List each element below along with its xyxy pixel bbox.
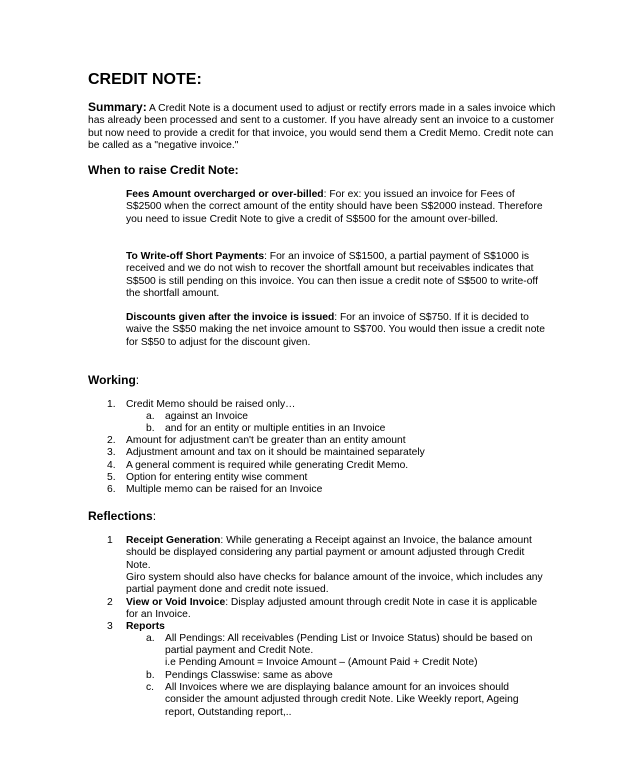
- sub-item-extra: i.e Pending Amount = Invoice Amount – (Amount Paid + Credit Note): [165, 657, 478, 668]
- list-number: 2.: [107, 435, 116, 446]
- reflection-item-1: [126, 535, 551, 572]
- reflections-heading: [88, 509, 156, 523]
- when-item-text: : For an invoice of S$750. If it is decided to waive the S$50 making the net invoice amount to S$700. You would then issue a credit note for S$50 to adjust for the discount given.: [126, 312, 546, 348]
- sub-item: against an Invoice: [165, 411, 249, 422]
- when-item-2: [126, 251, 551, 301]
- reflection-label: Reports: [126, 621, 165, 632]
- sub-item: Pendings Classwise: same as above: [165, 670, 333, 681]
- reflections-heading-colon: :: [152, 509, 157, 523]
- when-item-text: : For an invoice of S$1500, a partial payment of S$1000 is received and we do not wish to recover the shortfall amount but receivables indicates that S$500 is still pending on this invoice. You can then issue a credit note of S$500 to write-off the shortfall amount.: [126, 251, 538, 300]
- list-number: 1.: [107, 399, 116, 410]
- reflection-item-2: [126, 597, 551, 622]
- reflections-heading-text: Reflections: [88, 509, 153, 523]
- reflection-text: : While generating a Receipt against an Invoice, the balance amount should be displayed considering any partial payment or amount adjusted through Credit Note.: [126, 535, 532, 571]
- reflection-text: : Display adjusted amount through credit Note in case it is applicable for an Invoice.: [126, 597, 538, 621]
- reflection-label: View or Void Invoice: [126, 597, 226, 608]
- sub-number: a.: [146, 633, 155, 644]
- list-item: Option for entering entity wise comment: [126, 472, 308, 483]
- list-number: 3: [107, 621, 113, 632]
- list-item: Amount for adjustment can't be greater than an entity amount: [126, 435, 406, 446]
- when-item-label: Discounts given after the invoice is issued: [126, 312, 335, 323]
- working-heading-colon: :: [135, 373, 140, 387]
- list-number: 2: [107, 597, 113, 608]
- list-item: Adjustment amount and tax on it should be maintained separately: [126, 447, 425, 458]
- sub-number: a.: [146, 411, 155, 422]
- summary-text: A Credit Note is a document used to adjust or rectify errors made in a sales invoice which has already been processed and sent to a customer. If you have already sent an invoice to a customer but now need to provide a credit for that invoice, you would send them a Credit Memo. Credit note can be called as a "negative invoice.": [88, 103, 556, 152]
- list-item: A general comment is required while generating Credit Memo.: [126, 460, 409, 471]
- when-item-label: Fees Amount overcharged or over-billed: [126, 189, 324, 200]
- sub-number: b.: [146, 423, 155, 434]
- list-number: 4.: [107, 460, 116, 471]
- sub-item: All Pendings: All receivables (Pending List or Invoice Status) should be based on partial payment and Credit Note.: [165, 633, 533, 657]
- summary-label: Summary:: [88, 100, 147, 114]
- when-item-label: To Write-off Short Payments: [126, 251, 265, 262]
- page-title: CREDIT NOTE:: [88, 71, 202, 88]
- summary-paragraph: [88, 101, 558, 153]
- working-heading: [88, 373, 139, 387]
- reflection-label: Receipt Generation: [126, 535, 221, 546]
- sub-item: All Invoices where we are displaying balance amount for an invoices should consider the amount adjusted through credit Note. Like Weekly report, Ageing report, Outstanding report,..: [165, 682, 519, 718]
- when-item-text: : For ex: you issued an invoice for Fees of S$2500 when the correct amount of the entity should have been S$2000 instead. Therefore you need to issue Credit Note to give a credit of S$500 for the amount over-billed.: [126, 189, 543, 225]
- sub-item: and for an entity or multiple entities in an Invoice: [165, 423, 386, 434]
- reflection-item-1-extra: Giro system should also have checks for balance amount of the invoice, which includes any partial payment done and credit note issued.: [126, 572, 543, 596]
- list-number: 1: [107, 535, 113, 546]
- when-heading: When to raise Credit Note:: [88, 163, 239, 177]
- list-number: 5.: [107, 472, 116, 483]
- list-number: 6.: [107, 484, 116, 495]
- when-item-3: [126, 312, 551, 349]
- when-item-1: [126, 189, 551, 226]
- list-number: 3.: [107, 447, 116, 458]
- working-heading-text: Working: [88, 373, 136, 387]
- sub-number: c.: [146, 682, 155, 693]
- sub-number: b.: [146, 670, 155, 681]
- list-item: Credit Memo should be raised only…: [126, 399, 296, 410]
- list-item: Multiple memo can be raised for an Invoice: [126, 484, 323, 495]
